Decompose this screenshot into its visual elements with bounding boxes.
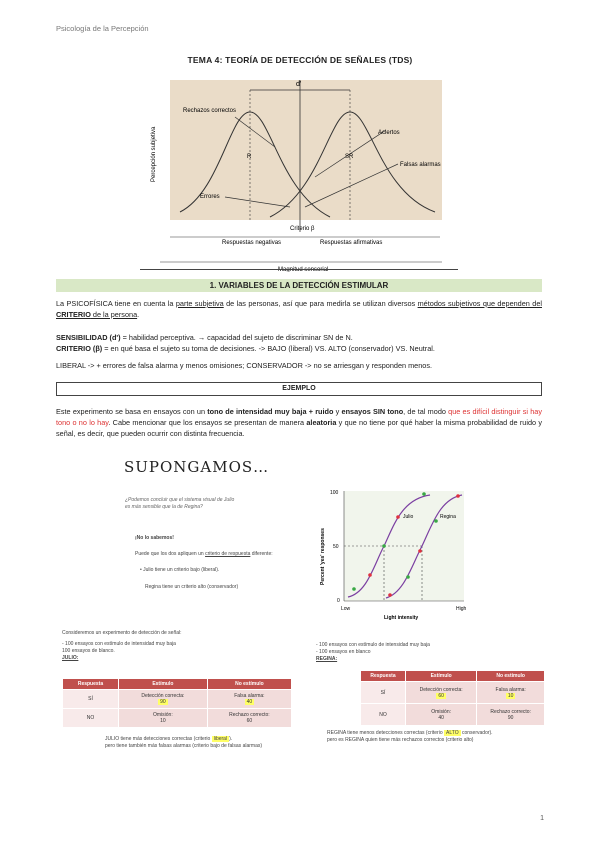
graph-julio-label: Julio bbox=[403, 514, 414, 520]
slide-puede-a: Puede que los dos apliquen un bbox=[135, 551, 206, 557]
resp-afi-label: Respuestas afirmativas bbox=[320, 240, 383, 246]
julio-cell bbox=[118, 690, 207, 709]
regina-header-respuesta: Respuesta bbox=[361, 671, 406, 682]
regina-table-header bbox=[361, 671, 545, 682]
julio-point bbox=[382, 544, 386, 548]
julio-note-a: JULIO tiene más detecciones correctas (criterio bbox=[105, 736, 212, 742]
left-note-2: - 100 ensayos con estímulo de intensidad muy baja bbox=[62, 641, 176, 647]
graph-high: High bbox=[456, 606, 467, 612]
regina-row-label: SÍ bbox=[361, 682, 406, 704]
left-note-1: Consideremos un experimento de detección de señal: bbox=[62, 630, 182, 636]
regina-cell-value: 60 bbox=[438, 692, 444, 699]
p2-text-c: y bbox=[333, 407, 342, 416]
slide-julio-text: Julio tiene un criterio bajo (liberal). bbox=[143, 567, 220, 573]
table-row bbox=[361, 682, 545, 704]
regina-header-no-estimulo: No estímulo bbox=[477, 671, 545, 682]
julio-row-label: NO bbox=[63, 709, 119, 728]
criterio-line bbox=[56, 343, 542, 354]
liberal-line: LIBERAL -> + errores de falsa alarma y menos omisiones; CONSERVADOR -> no se arriesgan y responden menos. bbox=[56, 361, 433, 370]
regina-cell-title: Omisión: bbox=[431, 708, 452, 715]
table-row bbox=[63, 709, 292, 728]
table-row bbox=[361, 704, 545, 726]
julio-cell-title: Detección correcta: bbox=[141, 693, 185, 699]
julio-note-d: pero tiene también más falsas alarmas (criterio bajo de falsas alarmas) bbox=[105, 743, 263, 749]
julio-point bbox=[396, 515, 400, 519]
rechazos-label: Rechazos correctos bbox=[183, 108, 237, 114]
regina-header-estimulo: Estímulo bbox=[405, 671, 476, 682]
julio-cell-value: 60 bbox=[246, 718, 253, 724]
regina-note-b: ALTO bbox=[446, 730, 459, 736]
sr-label: SR bbox=[345, 154, 354, 160]
julio-note-b: liberal bbox=[213, 736, 228, 742]
p1-text-f: de la persona bbox=[90, 310, 138, 319]
paragraph-experimento bbox=[56, 406, 542, 439]
errores-label: Errores bbox=[200, 194, 220, 200]
left-note-julio: JULIO: bbox=[62, 655, 79, 661]
regina-notes bbox=[327, 730, 549, 744]
julio-point bbox=[352, 587, 356, 591]
julio-point bbox=[422, 492, 426, 496]
page-header: Psicología de la Percepción bbox=[56, 24, 149, 33]
page-number: 1 bbox=[540, 815, 544, 822]
regina-row-label: NO bbox=[361, 704, 406, 726]
tds-figure bbox=[150, 72, 450, 272]
resp-neg-label: Respuestas negativas bbox=[222, 240, 282, 246]
regina-cell-value: 90 bbox=[507, 714, 514, 721]
julio-cell-title: Falsa alarma: bbox=[234, 693, 265, 699]
sensibilidad-text: = habilidad perceptiva. → capacidad del sujeto de discriminar SN de N. bbox=[120, 333, 353, 342]
julio-table bbox=[62, 678, 292, 728]
julio-cell-value: 90 bbox=[160, 699, 166, 705]
p2-text-f: que es difícil distinguir si hay tono o no lo hay bbox=[56, 407, 542, 427]
p2-text-d: ensayos SIN tono bbox=[341, 407, 404, 416]
falsas-label: Falsas alarmas bbox=[400, 162, 441, 168]
figure-divider bbox=[140, 269, 458, 270]
p2-text-g: . Cabe mencionar que los ensayos se presentan de manera bbox=[108, 418, 307, 427]
p1-text-e: CRITERIO bbox=[56, 310, 91, 319]
p1-text-a: La PSICOFÍSICA tiene en cuenta la bbox=[56, 299, 176, 308]
graph-ylabel: Percent 'yes' responses bbox=[320, 528, 326, 585]
regina-note-d: pero es REGINA quien tiene más rechazos correctos (criterio alto) bbox=[327, 737, 474, 743]
ejemplo-box: EJEMPLO bbox=[56, 382, 542, 396]
criterio-label: Criterio β bbox=[290, 226, 315, 232]
regina-point bbox=[406, 575, 410, 579]
julio-cell-value: 10 bbox=[160, 718, 166, 724]
p1-text-d: métodos subjetivos que dependen del bbox=[417, 299, 542, 308]
slide-no: ¡No lo sabemos! bbox=[135, 535, 174, 541]
regina-cell-value: 10 bbox=[507, 692, 514, 699]
slide-puede-b: criterio de respuesta bbox=[205, 551, 251, 557]
magnitud-label: Magnitud sensorial bbox=[278, 267, 329, 272]
psychometric-graph bbox=[312, 485, 472, 625]
regina-cell-value: 40 bbox=[438, 714, 444, 721]
julio-row-label: SÍ bbox=[63, 690, 119, 709]
p1-text-b: parte subjetiva bbox=[175, 299, 224, 308]
left-note-3: 100 ensayos de blanco. bbox=[62, 648, 115, 654]
julio-header-estimulo: Estímulo bbox=[118, 679, 207, 690]
julio-cell-title: Rechazo correcto: bbox=[229, 712, 270, 718]
p2-text-a: Este experimento se basa en ensayos con un bbox=[56, 407, 208, 416]
right-note-2: - 100 ensayos en blanco bbox=[316, 649, 371, 655]
section-heading: 1. VARIABLES DE LA DETECCIÓN ESTIMULAR bbox=[56, 279, 542, 292]
page-title: TEMA 4: TEORÍA DE DETECCIÓN DE SEÑALES (TDS) bbox=[187, 55, 413, 65]
graph-low: Low bbox=[341, 606, 351, 612]
p1-text-g: . bbox=[137, 310, 140, 319]
aciertos-label: Aciertos bbox=[378, 130, 400, 136]
r-label: R bbox=[247, 154, 252, 160]
p2-text-b: tono de intensidad muy baja + ruido bbox=[207, 407, 334, 416]
right-note-regina: REGINA: bbox=[316, 656, 338, 662]
slide-question bbox=[125, 497, 315, 511]
dprime-label: d' bbox=[296, 81, 302, 88]
slide-puede-c: diferente: bbox=[250, 551, 273, 557]
regina-cell bbox=[405, 682, 476, 704]
julio-cell-value: 40 bbox=[246, 699, 253, 705]
slide-question-1: ¿Podemos concluir que el sistema visual de Julio bbox=[125, 497, 235, 503]
slide-julio: • Julio tiene un criterio bajo (liberal). bbox=[140, 567, 220, 573]
p2-text-e: , de tal modo bbox=[403, 407, 449, 416]
julio-header-respuesta: Respuesta bbox=[63, 679, 119, 690]
julio-header-no-estimulo: No estímulo bbox=[207, 679, 291, 690]
criterio-label-text: CRITERIO (β) bbox=[56, 344, 103, 353]
paragraph-psicofisica bbox=[56, 298, 542, 320]
regina-cell-title: Falsa alarma: bbox=[495, 686, 526, 693]
regina-cell-title: Detección correcta: bbox=[419, 686, 463, 693]
p2-text-i: y que no tiene por qué haber la misma probabilidad de ruido y señal, es decir, que pueden ocurrir con distinta frecuencia. bbox=[56, 418, 542, 438]
graph-y50: 50 bbox=[333, 544, 339, 550]
regina-note-a: REGINA tiene menos detecciones correctas (criterio bbox=[327, 730, 444, 736]
graph-regina-label: Regina bbox=[440, 514, 456, 520]
slide-title: SUPONGAMOS… bbox=[124, 458, 270, 476]
regina-point bbox=[418, 549, 422, 553]
graph-xlabel: Light intensity bbox=[384, 615, 419, 621]
regina-note-c: conservador). bbox=[460, 730, 493, 736]
regina-table bbox=[360, 670, 545, 726]
julio-cell bbox=[207, 690, 291, 709]
regina-cell bbox=[477, 704, 545, 726]
left-notes bbox=[62, 630, 182, 662]
julio-cell bbox=[118, 709, 207, 728]
graph-y100: 100 bbox=[330, 490, 339, 496]
sensibilidad-label: SENSIBILIDAD (d') bbox=[56, 333, 121, 342]
regina-cell bbox=[405, 704, 476, 726]
regina-point bbox=[456, 494, 460, 498]
julio-note-c: ). bbox=[229, 736, 233, 742]
julio-notes bbox=[105, 736, 305, 750]
slide-regina: Regina tiene un criterio alto (conservador) bbox=[145, 584, 239, 590]
right-notes bbox=[316, 642, 430, 663]
julio-point bbox=[368, 573, 372, 577]
slide-puede bbox=[135, 551, 273, 558]
julio-table-header bbox=[63, 679, 292, 690]
table-row bbox=[63, 690, 292, 709]
p2-text-h: aleatoria bbox=[306, 418, 337, 427]
sensibilidad-line bbox=[56, 332, 542, 343]
regina-point bbox=[434, 519, 438, 523]
criterio-text: = en qué basa el sujeto su toma de decisiones. -> BAJO (liberal) VS. ALTO (conservador) VS. Neutral. bbox=[102, 344, 435, 353]
regina-cell-title: Rechazo correcto: bbox=[490, 708, 531, 715]
regina-cell bbox=[477, 682, 545, 704]
right-note-1: - 100 ensayos con estímulo de intensidad muy baja bbox=[316, 642, 430, 648]
p1-text-c: de las personas, así que para medirla se utilizan diversos bbox=[223, 299, 418, 308]
graph-y0: 0 bbox=[337, 598, 340, 604]
regina-point bbox=[388, 593, 392, 597]
julio-cell bbox=[207, 709, 291, 728]
ylabel: Percepción subjetiva bbox=[151, 126, 157, 182]
julio-cell-title: Omisión: bbox=[153, 712, 173, 718]
slide-question-2: es más sensible que la de Regina? bbox=[125, 504, 203, 510]
